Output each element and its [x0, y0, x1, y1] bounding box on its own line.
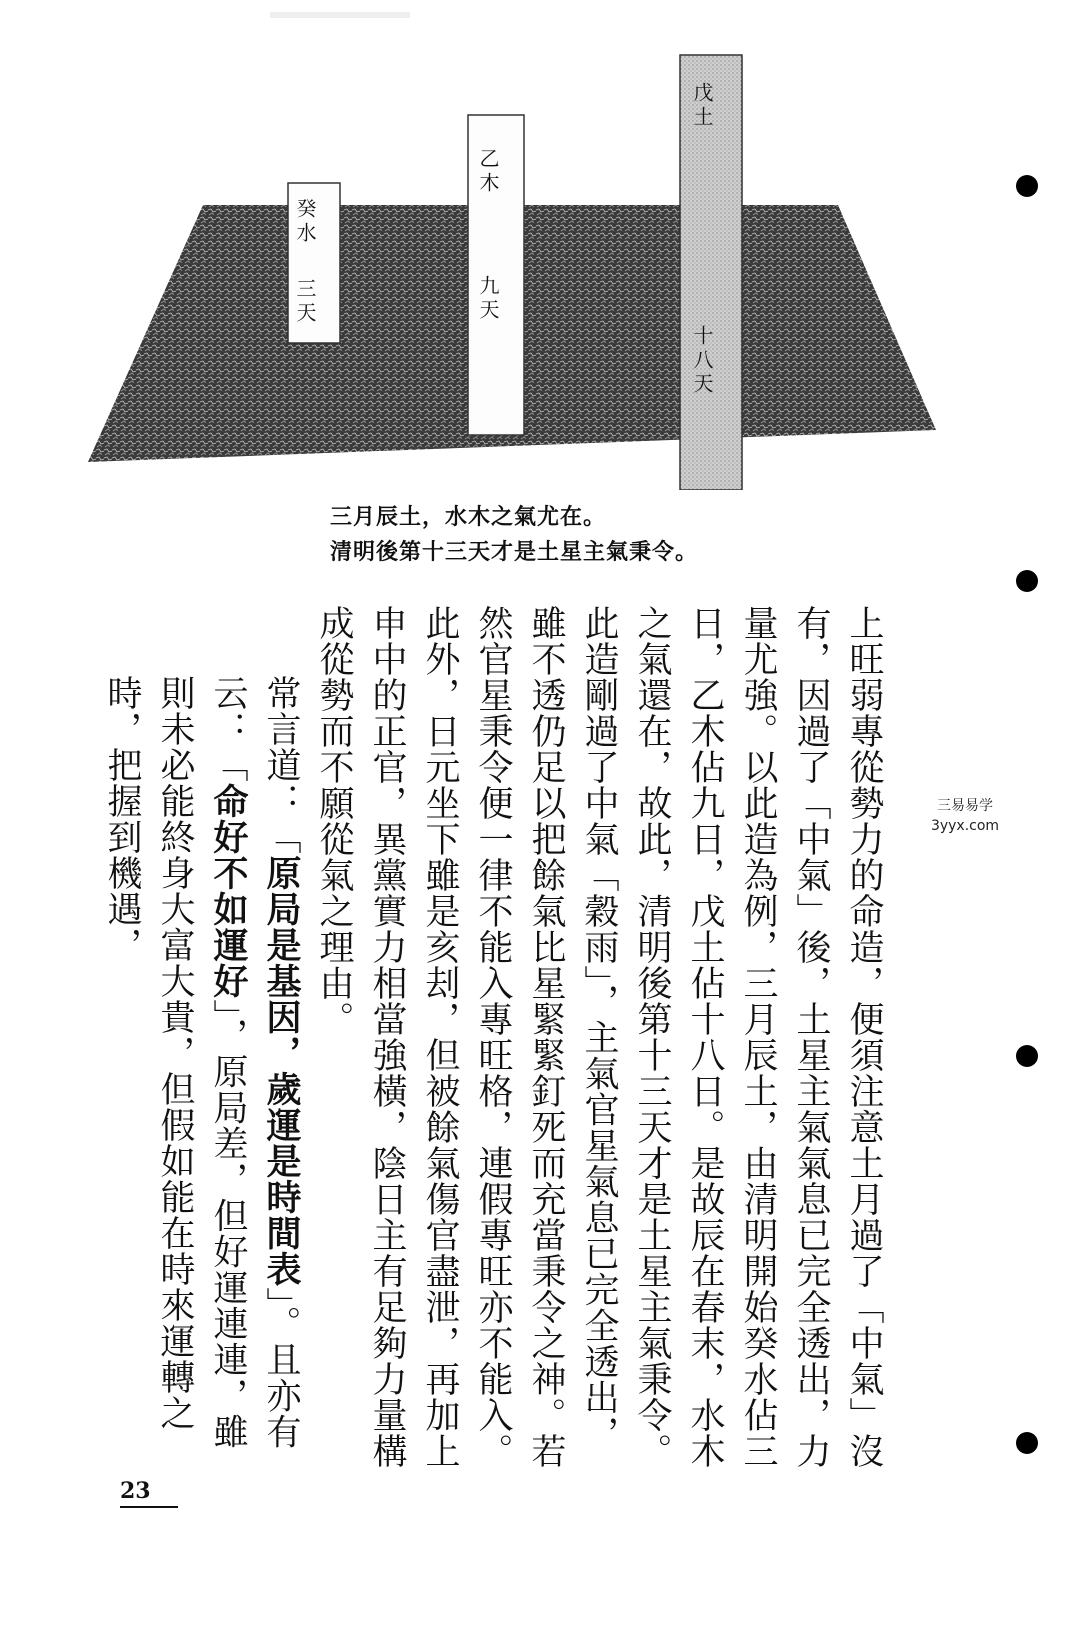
figure-illustration [88, 40, 988, 490]
watermark-line-1: 三易易学 [937, 798, 993, 814]
pillar-3-days: 十八天 [690, 325, 714, 397]
body-text [102, 605, 890, 1475]
figure-caption-line-1: 三月辰土，水木之氣尤在。 [330, 504, 607, 530]
scan-smudge [270, 12, 410, 18]
pillar-figure [88, 40, 988, 490]
site-watermark [890, 792, 1040, 840]
paragraph-2 [95, 605, 307, 1475]
paragraph-2-part-a: 常言道：「 [261, 675, 301, 855]
quote-genes-timetable: 原局是基因，歲運是時間表 [261, 855, 301, 1287]
binder-hole-dot [1016, 175, 1038, 197]
paragraph-2-part-e: 」，原局差，但好運連連，雖則未必能終身大富大貴，但假如能在時來運轉之時，把握到機遇， [102, 675, 248, 1450]
pillar-1-stem: 癸水 [293, 198, 317, 246]
figure-caption-line-2: 清明後第十三天才是土星主氣秉令。 [330, 539, 699, 565]
page-number: 23 [120, 1478, 178, 1508]
binder-hole-dot [1016, 1432, 1038, 1454]
binder-hole-dot [1016, 570, 1038, 592]
pillar-2-stem: 乙木 [476, 148, 500, 196]
quote-fate-luck: 命好不如運好 [208, 783, 248, 999]
paragraph-2-part-c: 」。且亦有云：「 [208, 675, 301, 1450]
pillar-3-stem: 戊土 [690, 82, 714, 130]
watermark-line-2: 3yyx.com [930, 818, 1000, 834]
binder-hole-dot [1016, 1045, 1038, 1067]
paragraph-1: 上旺弱專從勢力的命造，便須注意土月過了「中氣」沒有，因過了「中氣」後，土星主氣氣息已完全透出，力量尤強。以此造為例，三月辰土，由清明開始癸水佔三日，乙木佔九日，戊土佔十八日。是故辰在春末，水木之氣還在，故此，清明後第十三天才是土星主氣秉令。此造剛過了中氣「穀雨」，主氣官星氣息已完全透出，雖不透仍足以把餘氣比星緊緊釘死而充當秉令之神。若然官星秉令便一律不能入專旺格，連假專旺亦不能入。此外，日元坐下雖是亥刦，但被餘氣傷官盡泄，再加上申中的正官，異黨實力相當強橫，陰日主有足夠力量構成從勢而不願從氣之理由。 [314, 605, 884, 1469]
pillar-1-days: 三天 [293, 278, 317, 326]
pillar-2-days: 九天 [476, 275, 500, 323]
